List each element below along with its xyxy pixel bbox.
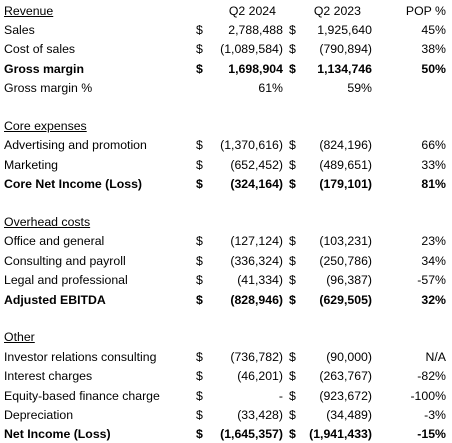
value-q2-2023: (34,489)	[326, 408, 372, 423]
value-q2-2024: (828,946)	[230, 292, 283, 307]
row-label: Net Income (Loss)	[4, 427, 111, 442]
column-header-pop: POP %	[405, 4, 446, 18]
table-row	[0, 406, 452, 424]
column-header-q2-2023: Q2 2023	[313, 4, 361, 18]
table-row	[0, 40, 452, 58]
currency-symbol-2023: $	[289, 157, 296, 172]
pop-percent: -3%	[424, 408, 446, 423]
value-q2-2023: (824,196)	[319, 138, 372, 153]
row-label: Office and general	[4, 234, 105, 249]
section-title: Core expenses	[4, 119, 87, 134]
value-q2-2023: 59%	[347, 81, 372, 96]
pop-percent: 34%	[421, 253, 446, 268]
currency-symbol-2023: $	[289, 234, 296, 249]
value-q2-2024: (324,164)	[230, 177, 283, 192]
section-header	[0, 213, 452, 231]
table-row	[0, 271, 452, 289]
currency-symbol-2024: $	[196, 177, 203, 192]
section-title: Overhead costs	[4, 215, 91, 230]
currency-symbol-2024: $	[196, 138, 203, 153]
currency-symbol-2024: $	[196, 369, 203, 384]
section-title: Other	[4, 330, 35, 345]
pop-percent: -57%	[417, 273, 446, 288]
table-row	[0, 136, 452, 154]
row-label: Depreciation	[4, 408, 74, 423]
value-q2-2023: (90,000)	[326, 349, 372, 364]
subtotal-row	[0, 425, 452, 443]
currency-symbol-2024: $	[196, 273, 203, 288]
value-q2-2024: (33,428)	[237, 408, 283, 423]
column-header-q2-2024: Q2 2024	[228, 4, 276, 18]
row-label: Adjusted EBITDA	[4, 292, 106, 307]
table-row	[0, 348, 452, 366]
currency-symbol-2023: $	[289, 138, 296, 153]
currency-symbol-2023: $	[289, 42, 296, 57]
table-row	[0, 252, 452, 270]
value-q2-2024: (1,089,584)	[220, 42, 283, 57]
header-row	[0, 2, 452, 20]
currency-symbol-2024: $	[196, 388, 203, 403]
table-row	[0, 21, 452, 39]
pop-percent: 66%	[421, 138, 446, 153]
currency-symbol-2024: $	[196, 42, 203, 57]
currency-symbol-2023: $	[289, 23, 296, 37]
currency-symbol-2023: $	[289, 369, 296, 384]
row-label: Advertising and promotion	[4, 138, 147, 153]
pop-percent: 81%	[421, 177, 446, 192]
table-row	[0, 156, 452, 174]
value-q2-2024: (736,782)	[230, 349, 283, 364]
row-label: Marketing	[4, 157, 58, 172]
section-header	[0, 117, 452, 135]
pop-percent: 32%	[421, 292, 446, 307]
value-q2-2023: 1,925,640	[317, 23, 372, 37]
currency-symbol-2024: $	[196, 253, 203, 268]
pop-percent: 38%	[421, 42, 446, 57]
value-q2-2024: (652,452)	[230, 157, 283, 172]
currency-symbol-2024: $	[196, 157, 203, 172]
subtotal-row	[0, 60, 452, 78]
pop-percent: -82%	[417, 369, 446, 384]
row-label: Consulting and payroll	[4, 253, 126, 268]
section-title-revenue: Revenue	[4, 4, 54, 18]
row-label: Core Net Income (Loss)	[4, 177, 143, 192]
row-label: Interest charges	[4, 369, 93, 384]
pop-percent: -15%	[417, 427, 446, 442]
value-q2-2023: (923,672)	[319, 388, 372, 403]
currency-symbol-2024: $	[196, 349, 203, 364]
value-q2-2024: (1,645,357)	[220, 427, 283, 442]
section-header	[0, 328, 452, 346]
value-q2-2023: 1,134,746	[317, 61, 372, 76]
value-q2-2023: (629,505)	[319, 292, 372, 307]
value-q2-2024: (127,124)	[230, 234, 283, 249]
currency-symbol-2023: $	[289, 292, 296, 307]
subtotal-row	[0, 291, 452, 309]
row-label: Gross margin	[4, 61, 84, 76]
value-q2-2024: (1,370,616)	[220, 138, 283, 153]
value-q2-2023: (96,387)	[326, 273, 372, 288]
value-q2-2024: (46,201)	[237, 369, 283, 384]
value-q2-2023: (103,231)	[319, 234, 372, 249]
currency-symbol-2024: $	[196, 234, 203, 249]
value-q2-2024: 61%	[258, 81, 283, 96]
table-row	[0, 79, 452, 97]
currency-symbol-2023: $	[289, 388, 296, 403]
currency-symbol-2023: $	[289, 177, 296, 192]
value-q2-2023: (489,651)	[319, 157, 372, 172]
row-label: Investor relations consulting	[4, 349, 157, 364]
value-q2-2024: (41,334)	[237, 273, 283, 288]
pop-percent: 45%	[421, 23, 446, 37]
table-row	[0, 387, 452, 405]
currency-symbol-2024: $	[196, 23, 203, 37]
value-q2-2023: (179,101)	[319, 177, 372, 192]
currency-symbol-2023: $	[289, 408, 296, 423]
currency-symbol-2023: $	[289, 61, 296, 76]
subtotal-row	[0, 175, 452, 193]
value-q2-2023: (790,894)	[319, 42, 372, 57]
currency-symbol-2024: $	[196, 408, 203, 423]
pop-percent: 23%	[421, 234, 446, 249]
row-label: Gross margin %	[4, 81, 93, 96]
value-q2-2024: 2,788,488	[228, 23, 283, 37]
currency-symbol-2024: $	[196, 292, 203, 307]
currency-symbol-2024: $	[196, 61, 203, 76]
value-q2-2024: -	[278, 388, 283, 403]
value-q2-2024: (336,324)	[230, 253, 283, 268]
currency-symbol-2023: $	[289, 273, 296, 288]
row-label: Cost of sales	[4, 42, 76, 57]
value-q2-2023: (250,786)	[319, 253, 372, 268]
table-row	[0, 232, 452, 250]
value-q2-2023: (1,941,433)	[309, 427, 372, 442]
pop-percent: -100%	[410, 388, 446, 403]
currency-symbol-2024: $	[196, 427, 203, 442]
row-label: Sales	[4, 23, 35, 37]
value-q2-2024: 1,698,904	[228, 61, 283, 76]
row-label: Equity-based finance charge	[4, 388, 160, 403]
currency-symbol-2023: $	[289, 253, 296, 268]
row-label: Legal and professional	[4, 273, 128, 288]
pop-percent: 50%	[421, 61, 446, 76]
currency-symbol-2023: $	[289, 349, 296, 364]
pop-percent: N/A	[425, 349, 446, 364]
pop-percent: 33%	[421, 157, 446, 172]
currency-symbol-2023: $	[289, 427, 296, 442]
table-row	[0, 367, 452, 385]
value-q2-2023: (263,767)	[319, 369, 372, 384]
